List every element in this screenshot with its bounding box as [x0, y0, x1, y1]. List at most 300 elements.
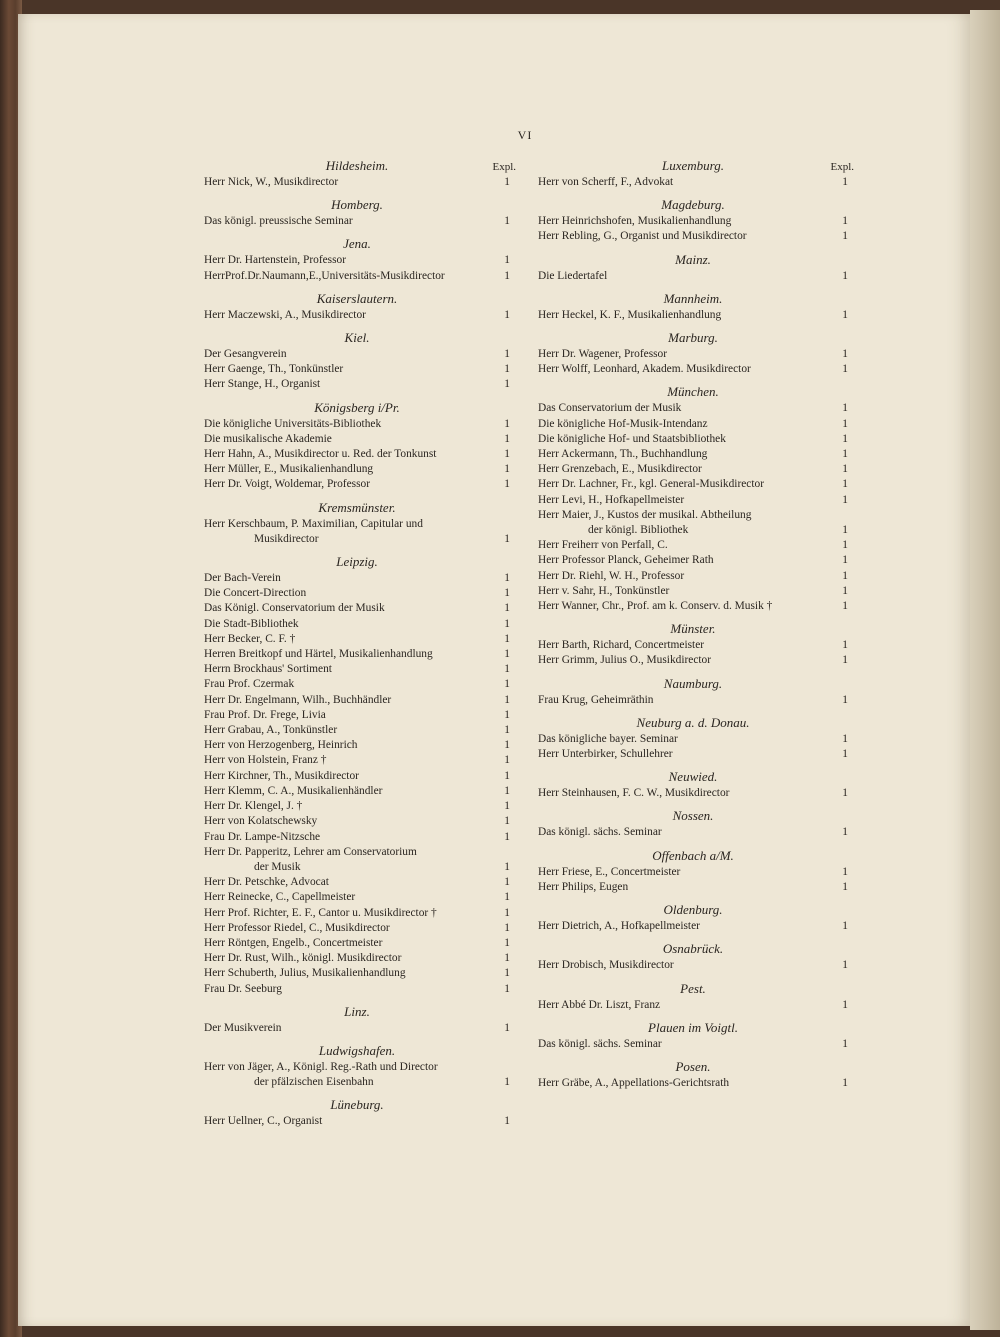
subscriber-name — [204, 571, 500, 586]
copy-count: 1 — [842, 432, 848, 445]
subscriber-entry — [538, 998, 848, 1013]
subscriber-entry — [204, 708, 510, 723]
copy-count: 1 — [842, 215, 848, 228]
place-heading — [204, 499, 510, 516]
subscriber-entry — [538, 477, 848, 492]
subscriber-text: Herr Maczewski, A., Musikdirector — [204, 308, 366, 321]
subscriber-name — [204, 432, 500, 447]
subscriber-entry — [204, 571, 510, 586]
copy-count: 1 — [842, 959, 848, 972]
place-name: Plauen im Voigtl. — [648, 1019, 738, 1035]
subscriber-entry — [538, 508, 848, 538]
copy-count: 1 — [504, 1115, 510, 1128]
subscriber-entry — [538, 214, 848, 229]
subscriber-text: Herr Röntgen, Engelb., Concertmeister — [204, 936, 383, 949]
subscriber-name — [204, 693, 500, 708]
copy-count: 1 — [504, 982, 510, 995]
copy-count: 1 — [842, 463, 848, 476]
copy-count: 1 — [842, 998, 848, 1011]
subscriber-name — [538, 269, 838, 284]
subscriber-entry — [204, 432, 510, 447]
subscriber-name — [204, 417, 500, 432]
subscriber-name — [538, 1037, 838, 1052]
copy-count: 1 — [504, 739, 510, 752]
subscriber-name — [538, 229, 838, 244]
copy-count: 1 — [504, 602, 510, 615]
subscriber-entry — [538, 432, 848, 447]
copy-count: 1 — [842, 654, 848, 667]
place-name: Kremsmünster. — [318, 499, 396, 515]
subscriber-text: Herr Steinhausen, F. C. W., Musikdirector — [538, 787, 730, 800]
copy-count: 1 — [504, 800, 510, 813]
subscriber-name — [538, 553, 838, 568]
subscriber-name — [204, 1021, 500, 1036]
subscriber-text: Der Musikverein — [204, 1021, 282, 1034]
subscriber-name — [538, 432, 838, 447]
place-name: Magdeburg. — [661, 197, 725, 213]
copy-count: 1 — [504, 632, 510, 645]
subscriber-entry — [204, 951, 510, 966]
copy-count: 1 — [842, 308, 848, 321]
subscriber-entry — [538, 919, 848, 934]
subscriber-text: Herr Grenzebach, E., Musikdirector — [538, 463, 702, 476]
subscriber-text: Das königliche bayer. Seminar — [538, 732, 678, 745]
subscriber-text: Frau Krug, Geheimräthin — [538, 693, 654, 706]
subscriber-entry — [204, 586, 510, 601]
place-name: Mainz. — [675, 251, 711, 267]
place-name: Lüneburg. — [330, 1097, 384, 1113]
subscriber-text: Herr Dr. Klengel, J. † — [204, 800, 303, 813]
subscriber-name — [538, 1076, 838, 1091]
subscriber-text: Herr Hahn, A., Musikdirector u. Red. der Tonkunst — [204, 448, 437, 461]
subscriber-name — [538, 569, 838, 584]
subscriber-name — [538, 462, 838, 477]
subscriber-entry — [538, 175, 848, 190]
subscriber-name — [538, 865, 838, 880]
subscriber-name — [538, 584, 838, 599]
subscriber-entry — [538, 653, 848, 668]
subscriber-text: Herr Wolff, Leonhard, Akadem. Musikdirector — [538, 363, 751, 376]
subscriber-text: Der Gesangverein — [204, 348, 287, 361]
subscriber-text: Herr von Jäger, A., Königl. Reg.-Rath und Director — [204, 1060, 438, 1073]
subscriber-entry — [204, 447, 510, 462]
subscriber-name — [538, 401, 838, 416]
subscriber-text: Herr Reinecke, C., Capellmeister — [204, 891, 356, 904]
subscriber-name — [538, 747, 838, 762]
subscriber-name — [204, 377, 500, 392]
subscriber-text: Herr Dietrich, A., Hofkapellmeister — [538, 920, 700, 933]
subscriber-text: Herr Abbé Dr. Liszt, Franz — [538, 998, 661, 1011]
place-heading — [538, 768, 848, 785]
subscriber-text: Herr von Herzogenberg, Heinrich — [204, 739, 358, 752]
subscriber-text: Frau Prof. Czermak — [204, 678, 295, 691]
subscriber-entry — [538, 786, 848, 801]
subscriber-entry — [204, 982, 510, 997]
subscriber-entry — [538, 747, 848, 762]
subscriber-text: HerrProf.Dr.Naumann,E.,Universitäts-Musikdirector — [204, 269, 445, 282]
subscriber-name — [538, 175, 838, 190]
subscriber-name — [538, 493, 838, 508]
subscriber-entry — [204, 175, 510, 190]
copy-count: 1 — [842, 865, 848, 878]
subscriber-entry — [204, 753, 510, 768]
subscriber-entry — [538, 462, 848, 477]
subscriber-entry — [204, 269, 510, 284]
subscriber-text: Das königl. preussische Seminar — [204, 215, 353, 228]
subscriber-entry — [204, 890, 510, 905]
place-name: Posen. — [675, 1058, 711, 1074]
subscriber-entry — [204, 814, 510, 829]
subscriber-name — [204, 1060, 500, 1090]
place-heading — [538, 329, 848, 346]
place-name: Münster. — [670, 621, 716, 637]
copy-count: 1 — [504, 176, 510, 188]
copy-count: 1 — [842, 539, 848, 552]
copy-count: 1 — [504, 532, 510, 545]
subscriber-text: Herr Dr. Rust, Wilh., königl. Musikdirector — [204, 952, 402, 965]
copy-count: 1 — [504, 936, 510, 949]
right-column — [538, 157, 854, 1091]
copy-count: 1 — [504, 1076, 510, 1089]
copy-count: 1 — [504, 952, 510, 965]
subscriber-entry — [204, 1114, 510, 1129]
subscriber-entry — [538, 880, 848, 895]
subscriber-entry — [538, 693, 848, 708]
place-name: München. — [667, 384, 719, 400]
copy-count: 1 — [842, 787, 848, 800]
place-heading — [538, 807, 848, 824]
subscriber-text: Herr von Kolatschewsky — [204, 815, 318, 828]
subscriber-entry — [204, 1021, 510, 1036]
subscriber-name — [538, 599, 838, 614]
subscriber-name — [204, 936, 500, 951]
subscriber-name — [204, 951, 500, 966]
copy-count: 1 — [504, 648, 510, 661]
subscriber-text: Die Stadt-Bibliothek — [204, 617, 299, 630]
subscriber-text: Die Liedertafel — [538, 269, 608, 282]
subscriber-name — [538, 693, 838, 708]
subscriber-entry — [204, 662, 510, 677]
copy-count: 1 — [504, 363, 510, 376]
subscriber-text: Herr Heckel, K. F., Musikalienhandlung — [538, 308, 722, 321]
subscriber-text: Herrn Brockhaus' Sortiment — [204, 663, 332, 676]
subscriber-name — [204, 875, 500, 890]
copy-count: 1 — [842, 639, 848, 652]
subscriber-text: Herr Klemm, C. A., Musikalienhändler — [204, 784, 383, 797]
subscriber-name — [538, 508, 838, 538]
subscriber-name — [204, 784, 500, 799]
copy-count: 1 — [504, 572, 510, 585]
subscriber-entry — [204, 517, 510, 547]
copy-count: 1 — [504, 417, 510, 430]
subscriber-name — [204, 738, 500, 753]
subscriber-text: Herr Gaenge, Th., Tonkünstler — [204, 363, 344, 376]
subscriber-text: Herr Barth, Richard, Concertmeister — [538, 639, 705, 652]
copy-count: 1 — [842, 230, 848, 243]
place-name: Kiel. — [344, 330, 370, 346]
place-heading — [538, 901, 848, 918]
copy-count: 1 — [842, 748, 848, 761]
subscriber-entry — [204, 830, 510, 845]
subscriber-text: Das Conservatorium der Musik — [538, 402, 682, 415]
subscriber-text: Herr Philips, Eugen — [538, 880, 629, 893]
subscriber-entry — [204, 966, 510, 981]
place-name: Pest. — [680, 980, 706, 996]
copy-count: 1 — [504, 754, 510, 767]
copy-count: 1 — [504, 906, 510, 919]
copy-count: 1 — [842, 493, 848, 506]
copy-count: 1 — [842, 269, 848, 282]
subscriber-entry — [204, 693, 510, 708]
place-name: Leipzig. — [336, 554, 378, 570]
subscriber-name — [204, 617, 500, 632]
subscriber-entry — [538, 362, 848, 377]
subscriber-name — [204, 677, 500, 692]
subscriber-text: Herr Rebling, G., Organist und Musikdirector — [538, 230, 747, 243]
copy-count: 1 — [504, 891, 510, 904]
place-heading — [538, 290, 848, 307]
subscriber-name — [204, 462, 500, 477]
subscriber-entry — [204, 723, 510, 738]
copy-count: 1 — [504, 967, 510, 980]
place-heading — [204, 196, 510, 213]
subscriber-name — [538, 308, 838, 323]
copy-count: 1 — [504, 254, 510, 267]
copy-count: 1 — [504, 724, 510, 737]
subscriber-name — [204, 447, 500, 462]
place-heading — [204, 157, 516, 174]
place-name: Mannheim. — [663, 290, 723, 306]
subscriber-entry — [538, 417, 848, 432]
subscriber-name — [538, 417, 838, 432]
subscriber-name — [538, 998, 838, 1013]
subscriber-entry — [538, 638, 848, 653]
subscriber-name — [204, 647, 500, 662]
place-name: Neuwied. — [668, 769, 718, 785]
subscriber-text: Herren Breitkopf und Härtel, Musikalienhandlung — [204, 648, 433, 661]
expl-header: Expl. — [830, 161, 854, 173]
subscriber-text: Herr Wanner, Chr., Prof. am k. Conserv. d. Musik † — [538, 600, 773, 613]
subscriber-entry — [204, 377, 510, 392]
subscriber-name — [204, 214, 500, 229]
subscriber-text: Herr Drobisch, Musikdirector — [538, 959, 674, 972]
subscriber-entry — [204, 462, 510, 477]
subscriber-text: Herr Gräbe, A., Appellations-Gerichtsrath — [538, 1076, 730, 1089]
subscriber-text: Herr Stange, H., Organist — [204, 378, 321, 391]
subscriber-name — [204, 662, 500, 677]
subscriber-name — [204, 362, 500, 377]
subscriber-text: Herr Dr. Hartenstein, Professor — [204, 254, 347, 267]
subscriber-text: Herr Kerschbaum, P. Maximilian, Capitular und — [204, 517, 423, 530]
place-heading — [204, 399, 510, 416]
place-heading — [204, 235, 510, 252]
subscriber-text: Die königliche Hof- und Staatsbibliothek — [538, 432, 726, 445]
subscriber-name — [204, 269, 500, 284]
copy-count: 1 — [504, 617, 510, 630]
copy-count: 1 — [504, 693, 510, 706]
place-heading — [204, 1003, 510, 1020]
place-heading — [538, 847, 848, 864]
subscriber-name — [204, 845, 500, 875]
place-heading — [538, 1019, 848, 1036]
copy-count: 1 — [504, 876, 510, 889]
place-name: Ludwigshafen. — [318, 1042, 396, 1058]
subscriber-text: Herr v. Sahr, H., Tonkünstler — [538, 584, 670, 597]
expl-header: Expl. — [492, 161, 516, 173]
copy-count: 1 — [842, 1076, 848, 1089]
copy-count: 1 — [504, 830, 510, 843]
place-name: Luxemburg. — [662, 158, 724, 173]
subscriber-entry — [204, 936, 510, 951]
subscriber-name — [204, 814, 500, 829]
copy-count: 1 — [842, 732, 848, 745]
page-edge — [970, 10, 1000, 1330]
subscriber-name — [204, 517, 500, 547]
subscriber-name — [538, 880, 838, 895]
copy-count: 1 — [842, 826, 848, 839]
subscriber-name — [538, 786, 838, 801]
subscriber-name — [204, 586, 500, 601]
subscriber-name — [538, 732, 838, 747]
copy-count: 1 — [504, 815, 510, 828]
place-heading — [538, 675, 848, 692]
subscriber-name — [204, 253, 500, 268]
place-heading — [538, 620, 848, 637]
subscriber-name — [204, 308, 500, 323]
subscriber-name — [204, 708, 500, 723]
place-heading — [538, 1058, 848, 1075]
subscriber-name — [204, 769, 500, 784]
place-heading — [538, 196, 848, 213]
copy-count: 1 — [842, 363, 848, 376]
subscriber-entry — [538, 401, 848, 416]
subscriber-entry — [204, 921, 510, 936]
place-heading — [538, 383, 848, 400]
copy-count: 1 — [504, 269, 510, 282]
page-number: VI — [517, 128, 533, 142]
copy-count: 1 — [842, 524, 848, 537]
copy-count: 1 — [504, 1021, 510, 1034]
subscriber-name — [538, 653, 838, 668]
copy-count: 1 — [504, 478, 510, 491]
subscriber-entry — [204, 1060, 510, 1090]
copy-count: 1 — [842, 693, 848, 706]
subscriber-entry — [204, 477, 510, 492]
subscriber-name — [538, 447, 838, 462]
subscriber-name — [204, 906, 500, 921]
subscriber-text: Das Königl. Conservatorium der Musik — [204, 602, 385, 615]
subscriber-text: Herr Professor Planck, Geheimer Rath — [538, 554, 714, 567]
subscriber-text-continued: Musikdirector — [254, 532, 319, 545]
copy-count: 1 — [842, 880, 848, 893]
place-name: Naumburg. — [663, 675, 723, 691]
subscriber-text: Herr von Scherff, F., Advokat — [538, 176, 674, 188]
subscriber-entry — [538, 269, 848, 284]
place-name: Hildesheim. — [325, 158, 389, 173]
subscriber-entry — [204, 845, 510, 875]
subscriber-entry — [538, 732, 848, 747]
subscriber-text: Herr Dr. Riehl, W. H., Professor — [538, 569, 685, 582]
subscriber-entry — [538, 599, 848, 614]
subscriber-entry — [204, 799, 510, 814]
place-name: Jena. — [343, 236, 371, 252]
subscriber-name — [204, 921, 500, 936]
subscriber-text: Herr Grimm, Julius O., Musikdirector — [538, 654, 712, 667]
subscriber-entry — [204, 647, 510, 662]
subscriber-text: Die königliche Hof-Musik-Intendanz — [538, 417, 708, 430]
place-name: Nossen. — [672, 808, 714, 824]
subscriber-text: Die königliche Universitäts-Bibliothek — [204, 417, 382, 430]
place-heading — [538, 251, 848, 268]
subscriber-text: Herr Dr. Voigt, Woldemar, Professor — [204, 478, 370, 491]
subscriber-name — [538, 919, 838, 934]
copy-count: 1 — [504, 378, 510, 391]
copy-count: 1 — [504, 678, 510, 691]
place-name: Marburg. — [668, 330, 718, 346]
copy-count: 1 — [842, 554, 848, 567]
copy-count: 1 — [504, 769, 510, 782]
copy-count: 1 — [842, 478, 848, 491]
subscriber-name — [204, 347, 500, 362]
subscriber-name — [538, 214, 838, 229]
subscriber-entry — [204, 617, 510, 632]
subscriber-entry — [204, 875, 510, 890]
subscriber-entry — [538, 347, 848, 362]
copy-count: 1 — [504, 708, 510, 721]
subscriber-text-continued: der pfälzischen Eisenbahn — [254, 1076, 374, 1089]
subscriber-name — [204, 1114, 500, 1129]
copy-count: 1 — [504, 348, 510, 361]
subscriber-text: Herr Maier, J., Kustos der musikal. Abtheilung — [538, 508, 752, 521]
copy-count: 1 — [504, 448, 510, 461]
subscriber-entry — [538, 1037, 848, 1052]
subscriber-text-continued: der königl. Bibliothek — [588, 524, 689, 537]
subscriber-text: Das königl. sächs. Seminar — [538, 826, 662, 839]
subscriber-name — [538, 477, 838, 492]
subscriber-name — [204, 753, 500, 768]
subscriber-text: Die musikalische Akademie — [204, 432, 332, 445]
subscriber-entry — [204, 308, 510, 323]
copy-count: 1 — [842, 402, 848, 415]
subscriber-text: Herr Dr. Papperitz, Lehrer am Conservatorium — [204, 845, 417, 858]
subscriber-text: Herr Unterbirker, Schullehrer — [538, 748, 673, 761]
subscriber-text: Frau Dr. Seeburg — [204, 982, 282, 995]
subscriber-text: Herr von Holstein, Franz † — [204, 754, 327, 767]
place-heading — [204, 290, 510, 307]
place-heading — [204, 553, 510, 570]
copy-count: 1 — [842, 1037, 848, 1050]
subscriber-name — [204, 982, 500, 997]
subscriber-text: Herr Dr. Engelmann, Wilh., Buchhändler — [204, 693, 392, 706]
place-heading — [204, 1042, 510, 1059]
subscriber-entry — [538, 308, 848, 323]
subscriber-entry — [204, 738, 510, 753]
subscriber-entry — [204, 417, 510, 432]
subscriber-text: Herr Heinrichshofen, Musikalienhandlung — [538, 215, 732, 228]
copy-count: 1 — [842, 448, 848, 461]
place-heading — [538, 940, 848, 957]
place-name: Offenbach a/M. — [652, 847, 734, 863]
subscriber-text: Herr Uellner, C., Organist — [204, 1115, 323, 1128]
subscriber-text: Herr Levi, H., Hofkapellmeister — [538, 493, 685, 506]
copy-count: 1 — [504, 463, 510, 476]
subscriber-entry — [538, 493, 848, 508]
subscriber-text: Herr Dr. Petschke, Advocat — [204, 876, 329, 889]
copy-count: 1 — [504, 663, 510, 676]
subscriber-text: Herr Grabau, A., Tonkünstler — [204, 724, 338, 737]
subscriber-entry — [538, 1076, 848, 1091]
subscriber-text: Frau Dr. Lampe-Nitzsche — [204, 830, 321, 843]
